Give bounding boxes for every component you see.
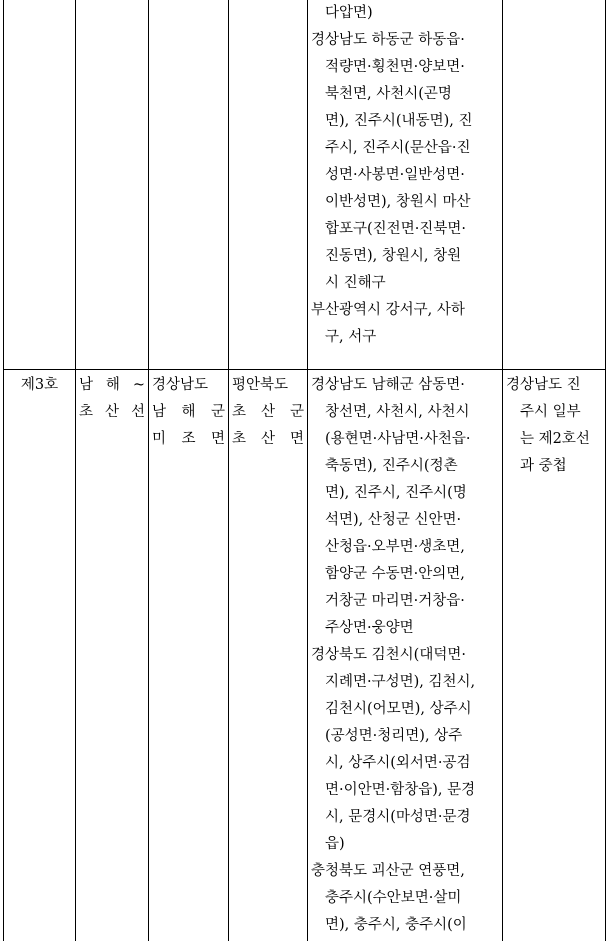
waypoint-line: 시, 문경시(마성면·문경 [325, 808, 471, 825]
waypoint-line: 경상북도 김천시(대덕면· [311, 646, 466, 663]
start-point-line: 경상남도 [152, 376, 209, 393]
waypoint-line: 시, 상주시(외서면·공검 [325, 754, 471, 771]
waypoint-line: 면), 진주시(내동면), 진 [325, 113, 473, 129]
start-point-line: 남 해 군 [152, 403, 225, 420]
waypoint-line: 이반성면), 창원시 마산 [325, 194, 471, 210]
waypoint-line: 축동면), 진주시(정촌 [325, 457, 458, 474]
route-name-cell [76, 0, 149, 369]
waypoints-cell [308, 369, 503, 941]
waypoint-segment [311, 297, 499, 351]
waypoint-line: 시 진해구 [325, 275, 386, 291]
waypoint-line: 석면), 산청군 신안면· [325, 511, 462, 528]
start-point-line: 미 조 면 [152, 430, 225, 447]
waypoint-line: 다압면) [325, 5, 373, 21]
waypoint-line: 적량면·횡천면·양보면· [325, 59, 465, 75]
route-number-cell [4, 369, 76, 941]
end-point-line: 초 산 군 [232, 403, 304, 420]
remarks-line: 경상남도 진 [506, 376, 581, 393]
route-name-line: 남 해 ~ [79, 376, 145, 393]
remarks-cell [503, 0, 606, 369]
waypoint-segment [311, 0, 499, 27]
waypoint-line: 주시, 진주시(문산읍·진 [325, 140, 471, 156]
waypoint-line: (용현면·사남면·사천읍· [325, 430, 471, 447]
waypoints-cell [308, 0, 503, 369]
waypoint-line: (공성면·청리면), 상주 [325, 727, 463, 744]
start-point-cell [149, 369, 229, 941]
waypoint-line: 진동면), 창원시, 창원 [325, 248, 462, 264]
end-point-cell [229, 369, 308, 941]
table-row [4, 0, 606, 369]
waypoint-line: 거창군 마리면·거창읍· [325, 592, 465, 609]
remarks-text [506, 372, 602, 480]
waypoint-line: 면), 충주시, 충주시(이 [325, 916, 467, 933]
route-name-cell [76, 369, 149, 941]
remarks-line: 는 제2호선 [520, 430, 590, 447]
route-table [3, 0, 606, 941]
waypoint-line: 지례면·구성면), 김천시, [325, 673, 476, 690]
remarks-line: 과 중첩 [520, 457, 567, 474]
waypoint-segment [311, 372, 499, 642]
waypoint-segment [311, 27, 499, 297]
waypoint-line: 함양군 수동면·안의면, [325, 565, 465, 582]
route-number: 제3호 [20, 376, 59, 393]
end-point-cell [229, 0, 308, 369]
waypoint-segment [311, 642, 499, 858]
remarks-cell [503, 369, 606, 941]
route-number-cell [4, 0, 76, 369]
waypoint-line: 주상면·웅양면 [325, 619, 414, 636]
waypoint-line: 성면·사봉면·일반성면· [325, 167, 465, 183]
end-point-line: 평안북도 [232, 376, 289, 393]
waypoint-line: 김천시(어모면), 상주시 [325, 700, 472, 717]
waypoint-line: 면), 진주시, 진주시(명 [325, 484, 467, 501]
waypoint-line: 충주시(수안보면·살미 [325, 889, 462, 906]
route-name-line: 초 산 선 [79, 403, 145, 420]
waypoint-line: 읍) [325, 835, 345, 852]
waypoint-line: 합포구(진전면·진북면· [325, 221, 466, 237]
remarks-line: 주시 일부 [520, 403, 581, 420]
end-point-line: 초 산 면 [232, 430, 304, 447]
waypoint-segment [311, 858, 499, 939]
waypoint-line: 경상남도 하동군 하동읍· [311, 32, 465, 48]
waypoint-line: 북천면, 사천시(곤명 [325, 86, 452, 102]
table-row [4, 369, 606, 941]
waypoint-line: 구, 서구 [325, 329, 377, 345]
waypoint-line: 면·이안면·함창읍), 문경 [325, 781, 476, 798]
waypoint-line: 충청북도 괴산군 연풍면, [311, 862, 465, 879]
waypoint-line: 부산광역시 강서구, 사하 [311, 302, 465, 318]
waypoint-line: 경상남도 남해군 삼동면· [311, 376, 465, 393]
waypoint-line: 창선면, 사천시, 사천시 [325, 403, 470, 420]
waypoint-line: 산청읍·오부면·생초면, [325, 538, 465, 555]
start-point-cell [149, 0, 229, 369]
